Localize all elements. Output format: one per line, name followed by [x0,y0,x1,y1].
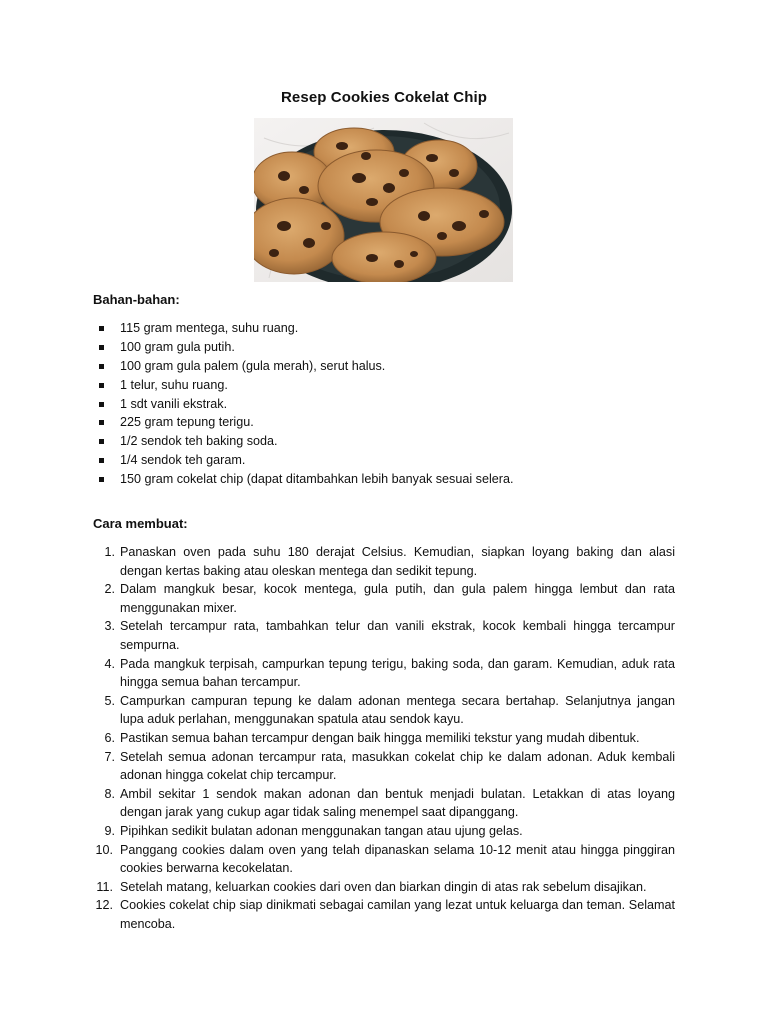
cookies-photo [254,118,513,282]
list-item: 100 gram gula putih. [93,338,693,357]
step-text: Setelah tercampur rata, tambahkan telur dan vanili ekstrak, kocok kembali hingga tercampur sempurna. [120,619,675,652]
step-item [93,785,675,822]
step-number: 11. [96,879,113,894]
step-text: Panaskan oven pada suhu 180 derajat Celsius. Kemudian, siapkan loyang baking dan alasi dengan kertas baking atau oleskan mentega dan sedikit tepung. [120,545,675,578]
step-item [93,617,675,654]
step-number: 3. [104,619,115,634]
step-text: Pada mangkuk terpisah, campurkan tepung terigu, baking soda, dan garam. Kemudian, aduk rata hingga semua bahan tercampur. [120,656,675,690]
bullet-icon [99,364,104,369]
bullet-icon [99,458,104,463]
step-number: 6. [104,730,115,745]
list-item: 225 gram tepung terigu. [93,413,693,432]
step-text: Cookies cokelat chip siap dinikmati sebagai camilan yang lezat untuk keluarga dan teman. Selamat mencoba. [120,898,675,931]
list-item: 100 gram gula palem (gula merah), serut halus. [93,357,693,376]
step-number: 12. [95,898,113,913]
bullet-icon [99,326,104,331]
step-item [93,748,675,785]
step-text: Campurkan campuran tepung ke dalam adonan mentega secara bertahap. Selanjutnya jangan lupa aduk perlahan, menggunakan spatula atau sendok kayu. [120,693,675,727]
steps-list [93,543,675,933]
step-item [93,841,675,878]
list-item: 115 gram mentega, suhu ruang. [93,319,693,338]
step-text: Setelah semua adonan tercampur rata, masukkan cokelat chip ke dalam adonan. Aduk kembali adonan hingga cokelat chip tercampur. [120,749,675,783]
bullet-icon [99,420,104,425]
step-text: Pipihkan sedikit bulatan adonan menggunakan tangan atau ujung gelas. [120,823,523,838]
step-number: 9. [104,823,115,838]
list-item: 1/4 sendok teh garam. [93,451,693,470]
bullet-icon [99,383,104,388]
ingredients-list [93,319,693,489]
list-item: 150 gram cokelat chip (dapat ditambahkan lebih banyak sesuai selera. [93,470,693,489]
step-item [93,896,675,933]
page-title: Resep Cookies Cokelat Chip [281,89,487,106]
ingredients-heading: Bahan-bahan: [93,292,180,307]
step-item [93,822,675,841]
bullet-icon [99,345,104,350]
step-text: Dalam mangkuk besar, kocok mentega, gula putih, dan gula palem hingga lembut dan rata menggunakan mixer. [120,582,675,615]
step-text: Ambil sekitar 1 sendok makan adonan dan bentuk menjadi bulatan. Letakkan di atas loyang dengan jarak yang cukup agar tidak saling menempel saat dipanggang. [120,786,675,820]
step-number: 1. [104,545,115,559]
bullet-icon [99,402,104,407]
step-number: 2. [104,582,115,597]
step-item [93,692,675,729]
cookies-illustration [254,118,513,282]
step-item [93,543,675,580]
method-heading: Cara membuat: [93,516,188,531]
step-number: 7. [104,749,115,764]
step-item [93,878,675,897]
step-text: Setelah matang, keluarkan cookies dari oven dan biarkan dingin di atas rak sebelum disajikan. [120,879,647,894]
step-text: Pastikan semua bahan tercampur dengan baik hingga memiliki tekstur yang mudah dibentuk. [120,730,640,745]
step-item [93,729,675,748]
step-number: 4. [104,656,115,671]
bullet-icon [99,439,104,444]
list-item: 1/2 sendok teh baking soda. [93,432,693,451]
step-number: 8. [104,786,115,801]
step-number: 5. [104,693,115,708]
list-item: 1 telur, suhu ruang. [93,376,693,395]
step-number: 10. [95,842,113,857]
step-text: Panggang cookies dalam oven yang telah dipanaskan selama 10-12 menit atau hingga pinggiran cookies berwarna kecokelatan. [120,842,675,876]
list-item: 1 sdt vanili ekstrak. [93,395,693,414]
step-item [93,655,675,692]
bullet-icon [99,477,104,482]
step-item [93,580,675,617]
